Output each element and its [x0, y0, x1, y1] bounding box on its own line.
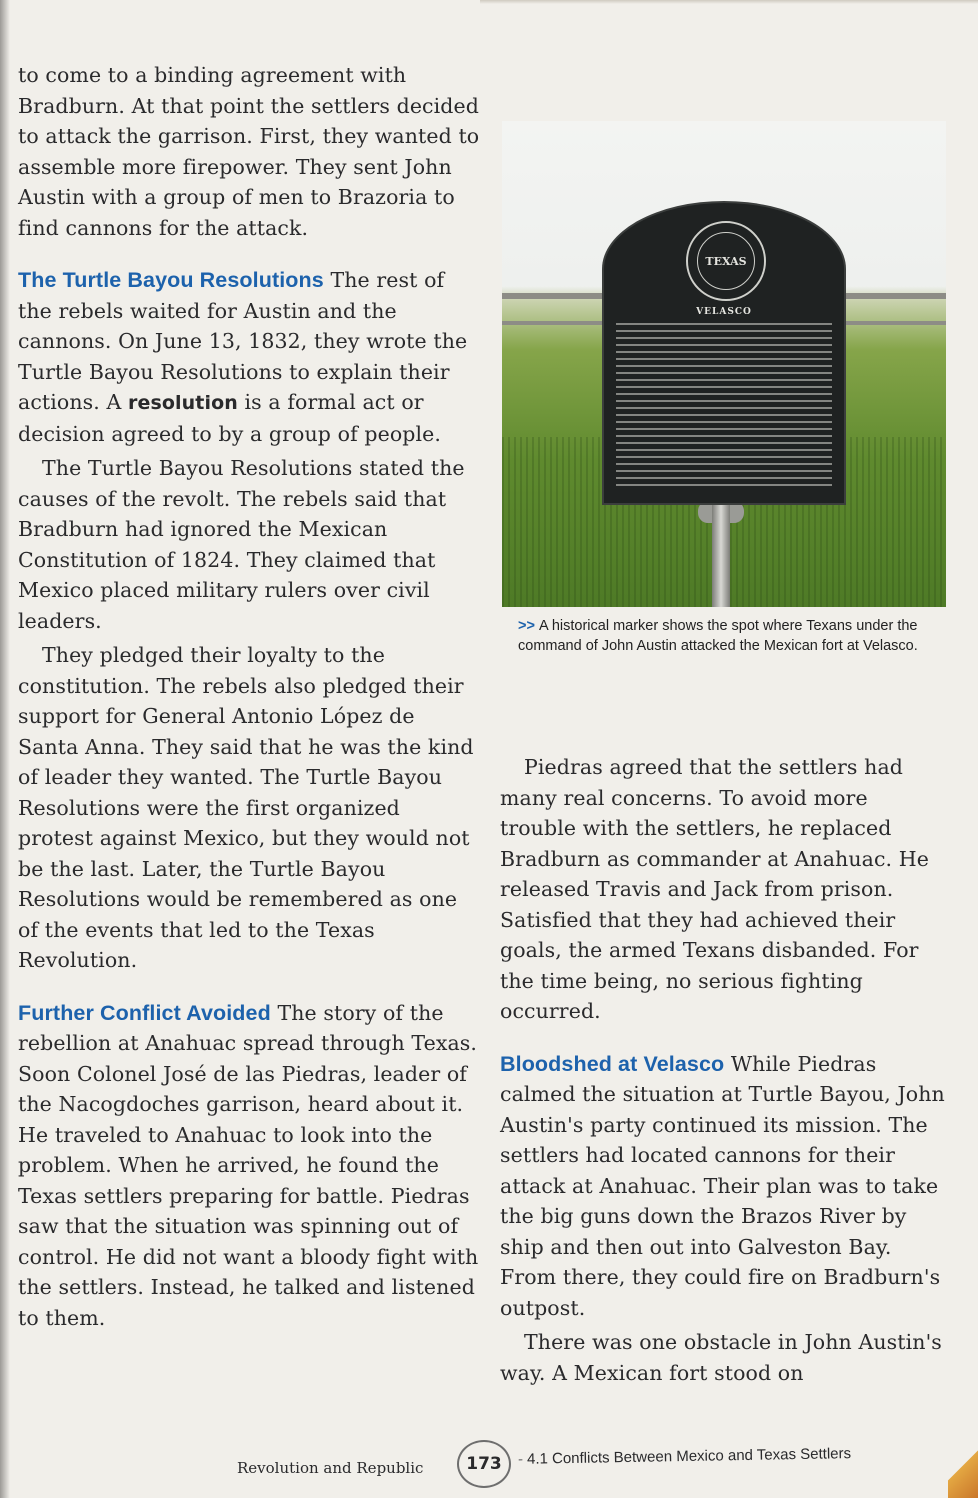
footer-lesson-title: - 4.1 Conflicts Between Mexico and Texas Settlers	[517, 1445, 852, 1468]
footer-unit-title: Revolution and Republic	[237, 1459, 424, 1477]
page-corner-shadow	[948, 1448, 978, 1498]
paragraph-bloodshed: Bloodshed at Velasco While Piedras calmed the situation at Turtle Bayou, John Austin's party continued its mission. The settlers had located cannons for their attack at Anahuac. Their plan was to take the big guns down the Brazos River by ship and then out into Galveston Bay. From there, they could fire on Bradburn's outpost.	[500, 1051, 945, 1320]
historical-marker-photo	[502, 121, 946, 607]
texas-seal-icon: TEXAS	[686, 221, 766, 301]
historical-marker-sign	[604, 203, 844, 503]
paragraph-binding-agreement: to come to a binding agreement with Bradburn. At that point the settlers decided to attack the garrison. First, they wanted to assemble more firepower. They sent John Austin with a group of men to Brazoria to find cannons for the attack.	[18, 63, 480, 240]
page-gutter-shadow	[0, 0, 10, 1498]
paragraph-obstacle: There was one obstacle in John Austin's way. A Mexican fort stood on	[500, 1330, 942, 1385]
page-top-edge	[480, 0, 978, 4]
marker-inscription	[616, 323, 832, 491]
section-heading-bloodshed: Bloodshed at Velasco	[500, 1051, 725, 1076]
section-heading-turtle-bayou: The Turtle Bayou Resolutions	[18, 268, 324, 292]
marker-post	[712, 501, 730, 607]
paragraph-turtle-bayou: The Turtle Bayou Resolutions The rest of the rebels waited for Austin and the cannons. On June 13, 1832, they wrote the Turtle Bayou Resolutions to explain their actions. A resolution is a formal act or decision agreed to by a group of people.	[18, 268, 468, 446]
paragraph-piedras-agreed: Piedras agreed that the settlers had many real concerns. To avoid more trouble with the settlers, he replaced Bradburn as commander at Anahuac. He released Travis and Jack from prison. Satisfied that they had achieved their goals, the armed Texans disbanded. For the time being, no serious fighting occurred.	[500, 755, 929, 1023]
page-number: 173	[457, 1440, 511, 1488]
paragraph-causes: The Turtle Bayou Resolutions stated the causes of the revolt. The rebels said that Bradburn had ignored the Mexican Constitution of 1824. They claimed that Mexico placed military rulers over civil leaders.	[18, 456, 465, 633]
photo-caption: >> A historical marker shows the spot where Texans under the command of John Austin attacked the Mexican fort at Velasco.	[518, 618, 918, 654]
paragraph-pledge: They pledged their loyalty to the constitution. The rebels also pledged their support for General Antonio López de Santa Anna. They said that he was the kind of leader they wanted. The Turtle Bayou Resolutions were the first organized protest against Mexico, but they would not be the last. Later, the Turtle Bayou Resolutions would be remembered as one of the events that led to the Texas Revolution.	[18, 643, 474, 972]
vocab-term-resolution: resolution	[128, 392, 238, 414]
section-heading-further-conflict: Further Conflict Avoided	[18, 1000, 271, 1025]
caption-arrow-icon: >>	[518, 618, 535, 634]
right-column	[500, 752, 950, 1388]
marker-title: VELASCO	[696, 307, 752, 317]
left-column	[18, 60, 480, 1333]
paragraph-further-conflict: Further Conflict Avoided The story of the rebellion at Anahuac spread through Texas. Soon Colonel José de las Piedras, leader of the Nacogdoches garrison, heard about it. He traveled to Anahuac to look into the problem. When he arrived, he found the Texas settlers preparing for battle. Piedras saw that the situation was spinning out of control. He did not want a bloody fight with the settlers. Instead, he talked and listened to them.	[18, 1000, 479, 1330]
